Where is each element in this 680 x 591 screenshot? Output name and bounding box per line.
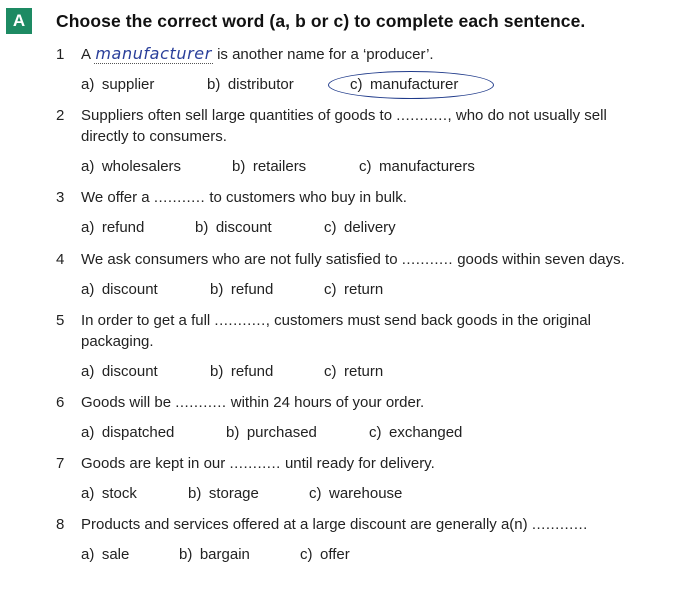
option-a[interactable]: a) refund: [81, 219, 145, 236]
handwritten-answer[interactable]: manufacturer: [95, 44, 212, 63]
question-number: 1: [56, 46, 65, 63]
option-b[interactable]: b) discount: [195, 219, 272, 236]
answer-blank[interactable]: ...........: [214, 312, 266, 329]
answer-blank[interactable]: ...........: [175, 394, 227, 411]
question-number: 3: [56, 189, 65, 206]
answer-blank[interactable]: ...........: [229, 455, 281, 472]
option-b[interactable]: b) storage: [188, 485, 259, 502]
question-number: 2: [56, 107, 65, 124]
section-badge: A: [6, 8, 32, 34]
answer-blank[interactable]: ...........: [531, 516, 584, 533]
question-number: 4: [56, 251, 65, 268]
option-a[interactable]: a) discount: [81, 281, 158, 298]
option-a[interactable]: a) wholesalers: [81, 158, 182, 175]
question-4: 4 We ask consumers who are not fully satisfied to ........... goods within seven days.: [56, 251, 625, 268]
question-number: 5: [56, 312, 65, 329]
option-c[interactable]: c) warehouse: [309, 485, 403, 502]
option-a[interactable]: a) stock: [81, 485, 137, 502]
option-c[interactable]: c) manufacturers: [359, 158, 475, 175]
answer-blank[interactable]: ...........: [396, 107, 448, 124]
question-7: 7 Goods are kept in our ........... until ready for delivery.: [56, 455, 435, 472]
question-number: 6: [56, 394, 65, 411]
option-b[interactable]: b) refund: [210, 363, 274, 380]
option-c[interactable]: c) delivery: [324, 219, 396, 236]
option-c[interactable]: c) offer: [300, 546, 350, 563]
option-a[interactable]: a) sale: [81, 546, 130, 563]
option-b[interactable]: b) bargain: [179, 546, 250, 563]
selected-answer-circle: [328, 71, 494, 99]
option-a[interactable]: a) dispatched: [81, 424, 175, 441]
option-c[interactable]: c) return: [324, 363, 384, 380]
option-c[interactable]: c) manufacturer: [350, 76, 459, 93]
question-5: 5 In order to get a full ..........., customers must send back goods in the original packaging.: [56, 312, 591, 350]
question-number: 7: [56, 455, 65, 472]
question-6: 6 Goods will be ........... within 24 hours of your order.: [56, 394, 425, 411]
question-number: 8: [56, 516, 65, 533]
instruction-heading: Choose the correct word (a, b or c) to complete each sentence.: [56, 11, 586, 31]
option-a[interactable]: a) discount: [81, 363, 158, 380]
answer-blank[interactable]: ...........: [153, 189, 206, 206]
question-2: 2 Suppliers often sell large quantities of goods to ..........., who do not usually sell directly to consumers.: [56, 107, 607, 145]
answer-blank[interactable]: ...........: [401, 251, 454, 268]
question-1: 1 A manufacturer is another name for a ‘producer’.: [56, 44, 434, 63]
option-b[interactable]: b) refund: [210, 281, 274, 298]
option-b[interactable]: b) retailers: [232, 158, 307, 175]
option-c[interactable]: c) exchanged: [369, 424, 463, 441]
option-b[interactable]: b) distributor: [207, 76, 294, 93]
option-a[interactable]: a) supplier: [81, 76, 155, 93]
question-3: 3 We offer a ........... to customers who buy in bulk.: [56, 189, 407, 206]
question-8: 8 Products and services offered at a large discount are generally a(n) ............: [56, 516, 588, 533]
option-c[interactable]: c) return: [324, 281, 384, 298]
option-b[interactable]: b) purchased: [226, 424, 317, 441]
